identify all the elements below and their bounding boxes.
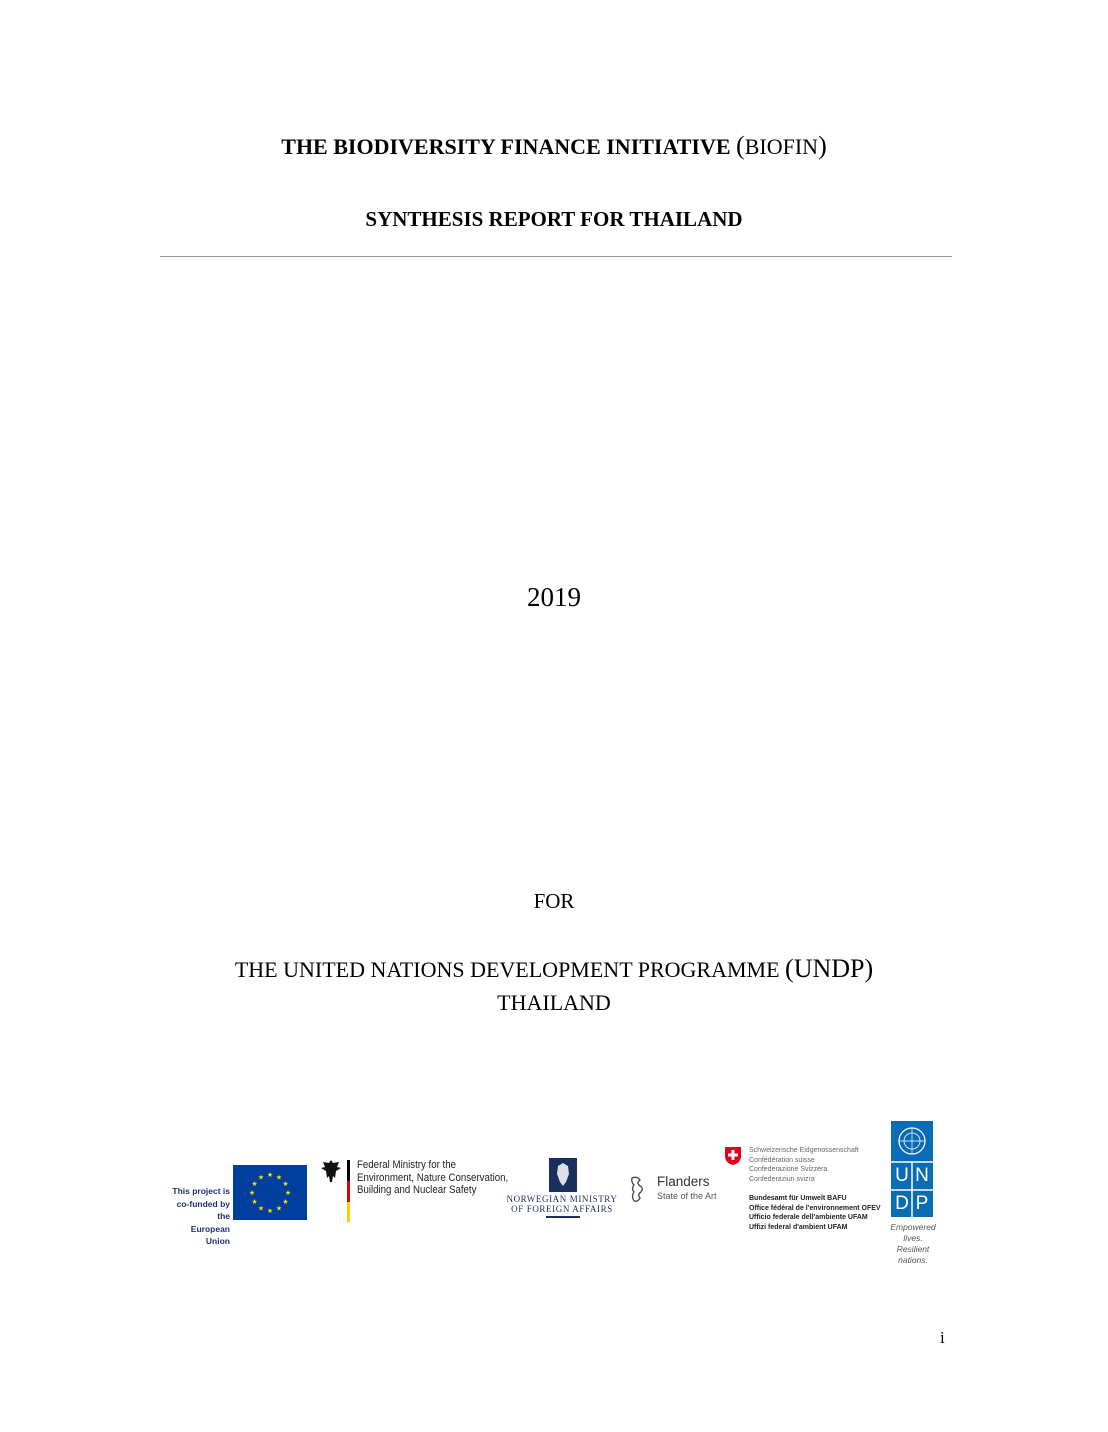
german-ministry-line: Federal Ministry for the xyxy=(357,1159,456,1171)
norway-ministry-line: NORWEGIAN MINISTRY xyxy=(506,1194,618,1204)
german-ministry-line: Environment, Nature Conservation, xyxy=(357,1171,509,1184)
german-ministry-line: Building and Nuclear Safety xyxy=(357,1184,477,1196)
page-number: i xyxy=(940,1328,945,1347)
svg-text:★: ★ xyxy=(284,1189,292,1197)
title-main: THE BIODIVERSITY FINANCE INITIATIVE xyxy=(281,134,737,159)
swiss-line: Confédération suisse xyxy=(749,1156,815,1164)
undp-logo xyxy=(891,1121,933,1217)
svg-text:★: ★ xyxy=(282,1180,289,1188)
swiss-office-line: Uffizi federal d'ambient UFAM xyxy=(749,1223,848,1231)
undp-tagline xyxy=(882,1222,944,1266)
undp-tagline-line: Empowered lives. xyxy=(890,1222,936,1243)
report-year: 2019 xyxy=(527,582,581,612)
undp-letter-d: D xyxy=(895,1193,909,1214)
undp-tagline-line: Resilient nations. xyxy=(896,1244,930,1265)
svg-text:★: ★ xyxy=(266,1207,274,1215)
svg-text:★: ★ xyxy=(257,1173,265,1182)
svg-text:★: ★ xyxy=(251,1180,258,1188)
swiss-line: Schweizerische Eidgenossenschaft xyxy=(749,1147,859,1154)
flanders-name: Flanders xyxy=(657,1174,710,1189)
swiss-line: Confederaziun svizra xyxy=(749,1175,815,1183)
recipient-name: THE UNITED NATIONS DEVELOPMENT PROGRAMME xyxy=(234,957,786,982)
german-eagle-icon xyxy=(320,1158,342,1184)
norway-ministry-text xyxy=(500,1194,624,1214)
swiss-office-text xyxy=(749,1194,881,1232)
eu-text-line: co-funded by the xyxy=(176,1198,230,1221)
title-paren-open: ( xyxy=(736,131,745,160)
eu-flag-logo xyxy=(233,1165,307,1220)
eu-stars-icon xyxy=(233,1165,307,1220)
svg-text:★: ★ xyxy=(251,1198,258,1206)
swiss-shield-icon xyxy=(724,1146,742,1166)
svg-text:★: ★ xyxy=(266,1171,274,1179)
german-flag-bar xyxy=(347,1160,350,1222)
eu-cofunded-text xyxy=(168,1185,230,1248)
eu-text-line: European Union xyxy=(190,1223,230,1246)
swiss-office-line: Office fédéral de l'environnement OFEV xyxy=(749,1204,881,1212)
swiss-confederation-text xyxy=(749,1146,859,1184)
undp-letter-p: P xyxy=(915,1193,929,1214)
flanders-tagline: State of the Art xyxy=(657,1191,717,1201)
svg-text:★: ★ xyxy=(248,1189,256,1197)
title-acronym: BIOFIN xyxy=(744,134,819,159)
svg-text:★: ★ xyxy=(275,1173,283,1182)
report-subtitle: SYNTHESIS REPORT FOR THAILAND xyxy=(365,207,743,231)
svg-text:★: ★ xyxy=(282,1198,289,1206)
recipient-line-1 xyxy=(0,954,1108,984)
for-label: FOR xyxy=(533,889,575,913)
swiss-office-line: Ufficio federale dell'ambiente UFAM xyxy=(749,1214,868,1221)
german-ministry-text xyxy=(357,1159,508,1197)
eu-text-line: This project is xyxy=(172,1186,230,1196)
svg-text:★: ★ xyxy=(257,1204,265,1213)
report-title xyxy=(0,131,1108,161)
swiss-office-line: Bundesamt für Umwelt BAFU xyxy=(749,1195,847,1202)
recipient-line-2: THAILAND xyxy=(497,990,611,1015)
norway-lion-emblem-icon xyxy=(549,1158,577,1192)
norway-ministry-line: OF FOREIGN AFFAIRS xyxy=(511,1204,613,1214)
undp-letter-n: N xyxy=(915,1165,929,1186)
svg-text:★: ★ xyxy=(275,1204,283,1213)
recipient-acronym: (UNDP) xyxy=(785,954,874,983)
title-divider xyxy=(160,256,952,257)
swiss-line: Confederazione Svizzera xyxy=(749,1166,828,1173)
undp-letter-u: U xyxy=(895,1165,909,1186)
flanders-lion-icon xyxy=(628,1174,648,1204)
title-paren-close: ) xyxy=(818,131,827,160)
norway-underline xyxy=(546,1216,580,1218)
